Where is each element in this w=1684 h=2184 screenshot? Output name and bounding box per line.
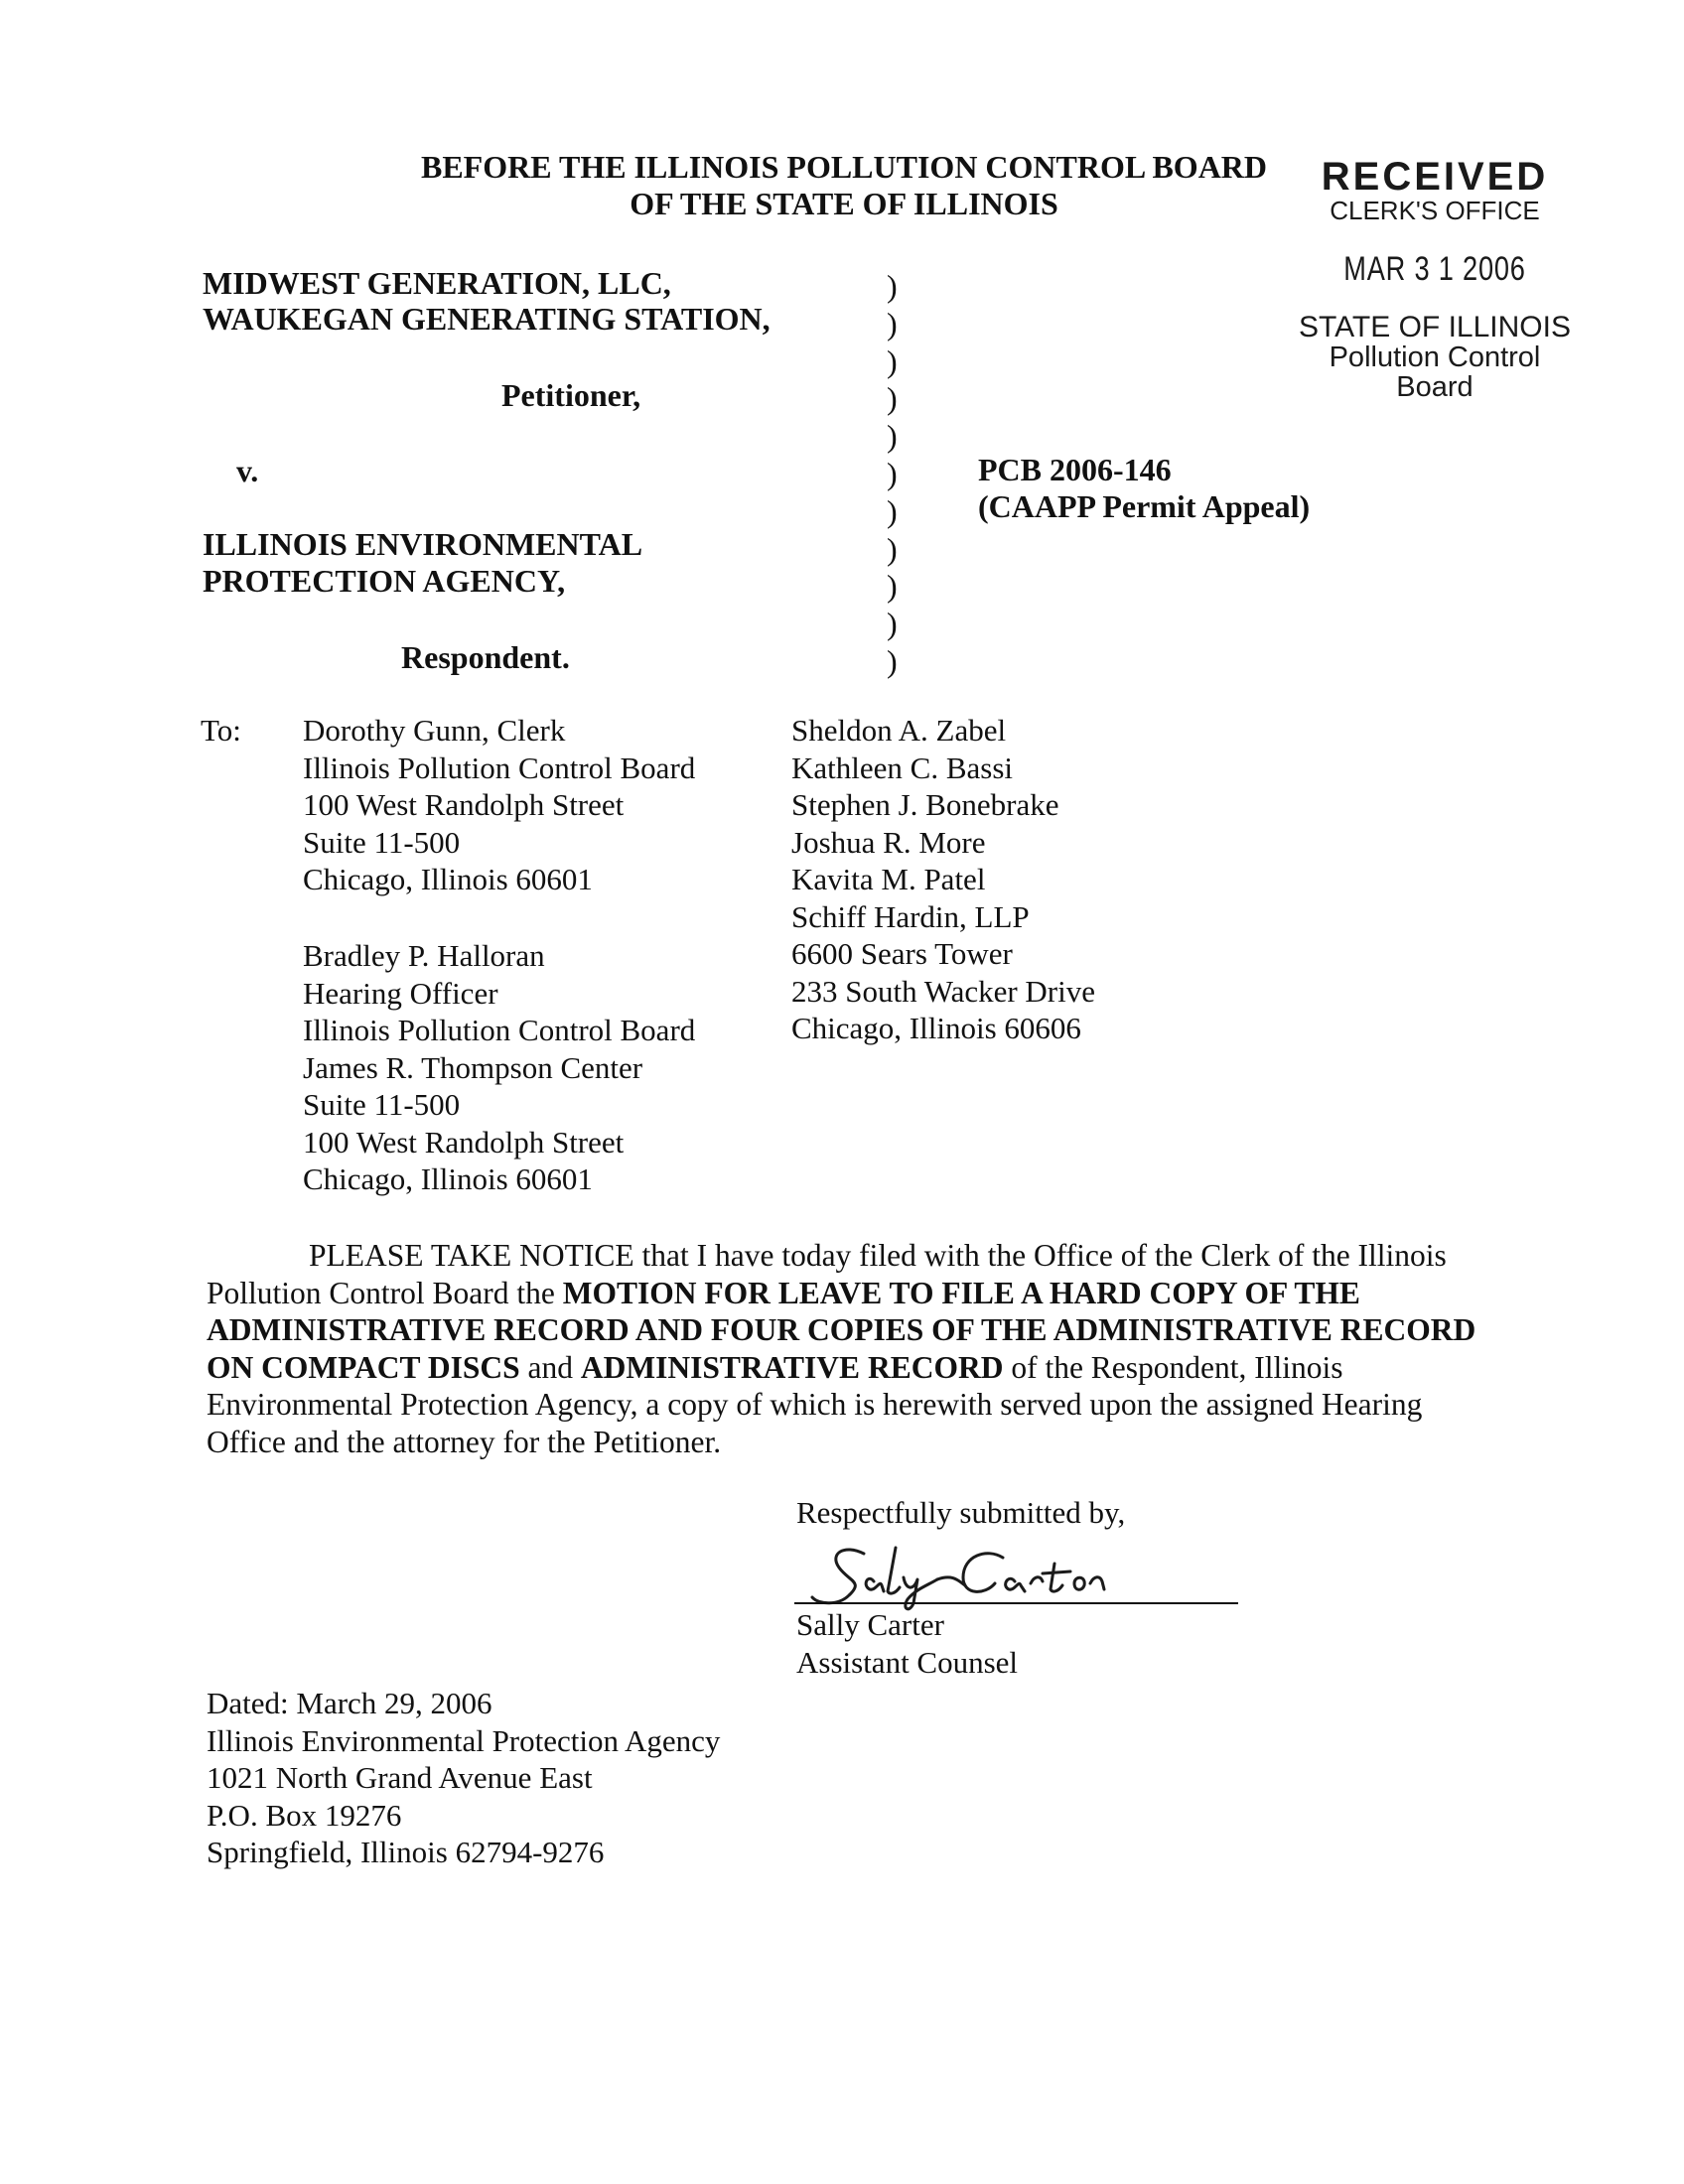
notice-text: PLEASE TAKE NOTICE that I have today filed with the Office of the Clerk of the Illinois Pollution Control Board the [207, 1238, 1447, 1310]
paren: ) [887, 305, 898, 341]
notice-text: of the Respondent, Illinois Environmental Protection Agency, a copy of which is herewith served upon the assigned Hearing Office and the attorney for the Petitioner. [207, 1349, 1423, 1459]
notice-motion-title: MOTION FOR LEAVE TO FILE A HARD COPY OF THE ADMINISTRATIVE RECORD AND FOUR COPIES OF THE ADMINISTRATIVE RECORD ON COMPACT DISCS [207, 1275, 1476, 1385]
signature-intro: Respectfully submitted by, [796, 1495, 1126, 1530]
paren: ) [887, 342, 898, 379]
to-label: To: [201, 713, 241, 748]
petitioner-label: Petitioner, [501, 377, 641, 413]
address-line: Kathleen C. Bassi [791, 750, 1013, 785]
petitioner-counsel-address [791, 712, 1095, 1047]
address-line: Hearing Officer [303, 975, 498, 1011]
paren: ) [887, 455, 898, 491]
court-title-line1: BEFORE THE ILLINOIS POLLUTION CONTROL BOARD [420, 149, 1268, 185]
paren: ) [887, 380, 898, 417]
address-line: Sheldon A. Zabel [791, 713, 1007, 748]
stamp-date: MAR 3 1 2006 [1343, 250, 1526, 288]
paren: ) [887, 492, 898, 529]
address-line: 233 South Wacker Drive [791, 973, 1096, 1009]
address-line: 100 West Randolph Street [303, 787, 625, 822]
paren: ) [887, 568, 898, 605]
address-line: Illinois Pollution Control Board [303, 1013, 696, 1047]
handwritten-signature [804, 1534, 1221, 1613]
address-line: Kavita M. Patel [791, 862, 986, 896]
signer-block [796, 1606, 1018, 1681]
signature-line [794, 1602, 1238, 1604]
paren: ) [887, 268, 898, 304]
address-line: Dorothy Gunn, Clerk [303, 713, 566, 748]
respondent-name-line1: ILLINOIS ENVIRONMENTAL [203, 526, 643, 562]
signer-name: Sally Carter [796, 1607, 944, 1642]
caption-parentheses [887, 268, 907, 681]
address-line: 6600 Sears Tower [791, 936, 1013, 971]
case-block [978, 452, 1310, 525]
address-line: Bradley P. Halloran [303, 938, 545, 973]
paren: ) [887, 642, 898, 679]
address-line: P.O. Box 19276 [207, 1797, 402, 1833]
dated-line: Dated: March 29, 2006 [207, 1686, 492, 1720]
address-line: 1021 North Grand Avenue East [207, 1760, 593, 1795]
address-line: Illinois Environmental Protection Agency [207, 1722, 721, 1758]
notice-paragraph [207, 1237, 1487, 1461]
paren: ) [887, 606, 898, 642]
petitioner-name-line2: WAUKEGAN GENERATING STATION, [203, 301, 771, 337]
address-line: Illinois Pollution Control Board [303, 750, 696, 785]
address-line: Suite 11-500 [303, 1087, 461, 1122]
paren: ) [887, 530, 898, 567]
court-title [397, 149, 1291, 222]
received-stamp [1291, 157, 1579, 402]
stamp-received: RECEIVED [1321, 155, 1549, 199]
versus: v. [236, 453, 259, 488]
dated-block [207, 1685, 720, 1871]
address-line: 100 West Randolph Street [303, 1124, 625, 1160]
paren: ) [887, 418, 898, 455]
address-line: Chicago, Illinois 60601 [303, 1161, 593, 1196]
address-line: Springfield, Illinois 62794-9276 [207, 1835, 605, 1869]
stamp-office: CLERK'S OFFICE [1330, 196, 1540, 225]
respondent-name-line2: PROTECTION AGENCY, [203, 563, 566, 599]
notice-record-title: ADMINISTRATIVE RECORD [580, 1349, 1004, 1385]
hearing-officer-address [303, 937, 695, 1198]
address-line: Joshua R. More [791, 824, 986, 860]
case-number: PCB 2006-146 [978, 452, 1172, 487]
address-line: James R. Thompson Center [303, 1049, 643, 1085]
clerk-address [303, 712, 695, 898]
case-type: (CAAPP Permit Appeal) [978, 488, 1311, 524]
stamp-state: STATE OF ILLINOIS [1299, 311, 1571, 343]
address-line: Chicago, Illinois 60606 [791, 1011, 1081, 1045]
address-line: Chicago, Illinois 60601 [303, 862, 593, 896]
notice-text: and [519, 1349, 581, 1385]
respondent-label: Respondent. [401, 639, 570, 675]
stamp-board: Pollution Control Board [1329, 341, 1541, 403]
court-title-line2: OF THE STATE OF ILLINOIS [630, 186, 1058, 221]
address-line: Suite 11-500 [303, 824, 461, 860]
address-line: Stephen J. Bonebrake [791, 787, 1059, 822]
signer-title: Assistant Counsel [796, 1644, 1019, 1680]
address-line: Schiff Hardin, LLP [791, 898, 1030, 934]
petitioner-name-line1: MIDWEST GENERATION, LLC, [203, 265, 671, 301]
